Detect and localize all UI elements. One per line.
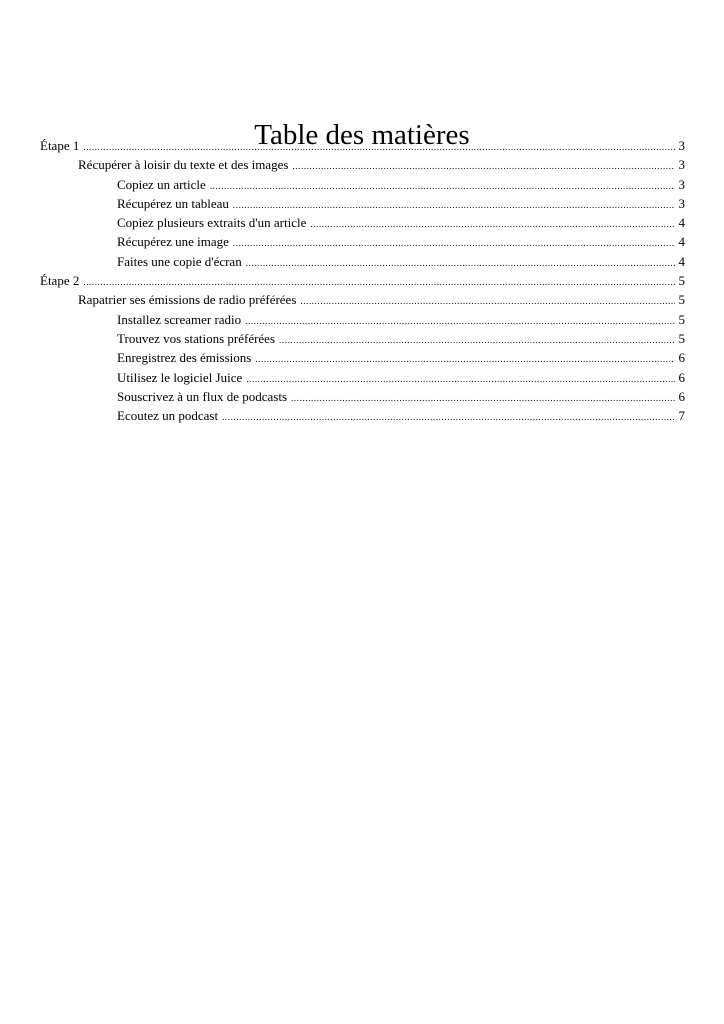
toc-entry-label: Utilisez le logiciel Juice — [117, 369, 243, 385]
toc-page-number: 4 — [678, 215, 685, 231]
toc-dot-leader — [245, 312, 674, 331]
toc-subentry[interactable] — [40, 348, 685, 367]
toc-dot-leader — [291, 389, 674, 408]
toc-section-entry[interactable] — [40, 136, 685, 155]
toc-dot-leader — [210, 177, 675, 196]
toc-page-number: 5 — [678, 273, 685, 289]
toc-entry-label: Enregistrez des émissions — [117, 350, 252, 366]
toc-entry-label: Copiez plusieurs extraits d'un article — [117, 215, 307, 231]
toc-dot-leader — [246, 370, 674, 389]
toc-entry-label: Étape 1 — [40, 138, 80, 153]
toc-dot-leader — [222, 408, 674, 427]
toc-entry-label: Rapatrier ses émissions de radio préférées — [78, 292, 297, 308]
toc-entry-label: Récupérer à loisir du texte et des images — [78, 157, 289, 173]
toc-dot-leader — [300, 292, 674, 311]
toc-page-number: 3 — [678, 195, 685, 211]
toc-page-number: 6 — [678, 388, 685, 404]
toc-entry-label: Ecoutez un podcast — [117, 408, 219, 424]
toc-page-number: 3 — [678, 176, 685, 192]
toc-entry-label: Copiez un article — [117, 176, 206, 192]
toc-entry-label: Récupérez une image — [117, 234, 229, 250]
toc-page-number: 5 — [678, 311, 685, 327]
toc-chapter-entry[interactable] — [40, 290, 685, 309]
toc-chapter-entry[interactable] — [40, 155, 685, 174]
toc-dot-leader — [279, 331, 674, 350]
toc-entry-label: Installez screamer radio — [117, 311, 242, 327]
toc-subentry[interactable] — [40, 387, 685, 406]
table-of-contents — [40, 136, 685, 425]
toc-entry-label: Récupérez un tableau — [117, 195, 229, 211]
toc-section-entry[interactable] — [40, 271, 685, 290]
toc-page-number: 6 — [678, 369, 685, 385]
toc-subentry[interactable] — [40, 406, 685, 425]
toc-dot-leader — [233, 234, 675, 253]
toc-entry-label: Trouvez vos stations préférées — [117, 330, 276, 346]
toc-dot-leader — [255, 350, 674, 369]
toc-page-number: 3 — [678, 157, 685, 173]
toc-entry-label: Faites une copie d'écran — [117, 253, 242, 269]
toc-entry-label: Souscrivez à un flux de podcasts — [117, 388, 288, 404]
toc-subentry[interactable] — [40, 310, 685, 329]
toc-subentry[interactable] — [40, 329, 685, 348]
toc-dot-leader — [246, 254, 675, 273]
toc-subentry[interactable] — [40, 232, 685, 251]
toc-page-number: 7 — [678, 408, 685, 424]
toc-page-number: 5 — [678, 292, 685, 308]
page-title: Table des matières — [254, 119, 470, 152]
toc-subentry[interactable] — [40, 213, 685, 232]
toc-dot-leader — [310, 215, 674, 234]
toc-entry-label: Étape 2 — [40, 273, 80, 289]
toc-page-number: 4 — [678, 253, 685, 269]
toc-page-number: 6 — [678, 350, 685, 366]
toc-subentry[interactable] — [40, 252, 685, 271]
toc-page-number: 3 — [678, 138, 685, 153]
toc-subentry[interactable] — [40, 175, 685, 194]
toc-page-number: 5 — [678, 330, 685, 346]
toc-page-number: 4 — [678, 234, 685, 250]
toc-dot-leader — [292, 157, 674, 176]
toc-subentry[interactable] — [40, 194, 685, 213]
toc-subentry[interactable] — [40, 368, 685, 387]
